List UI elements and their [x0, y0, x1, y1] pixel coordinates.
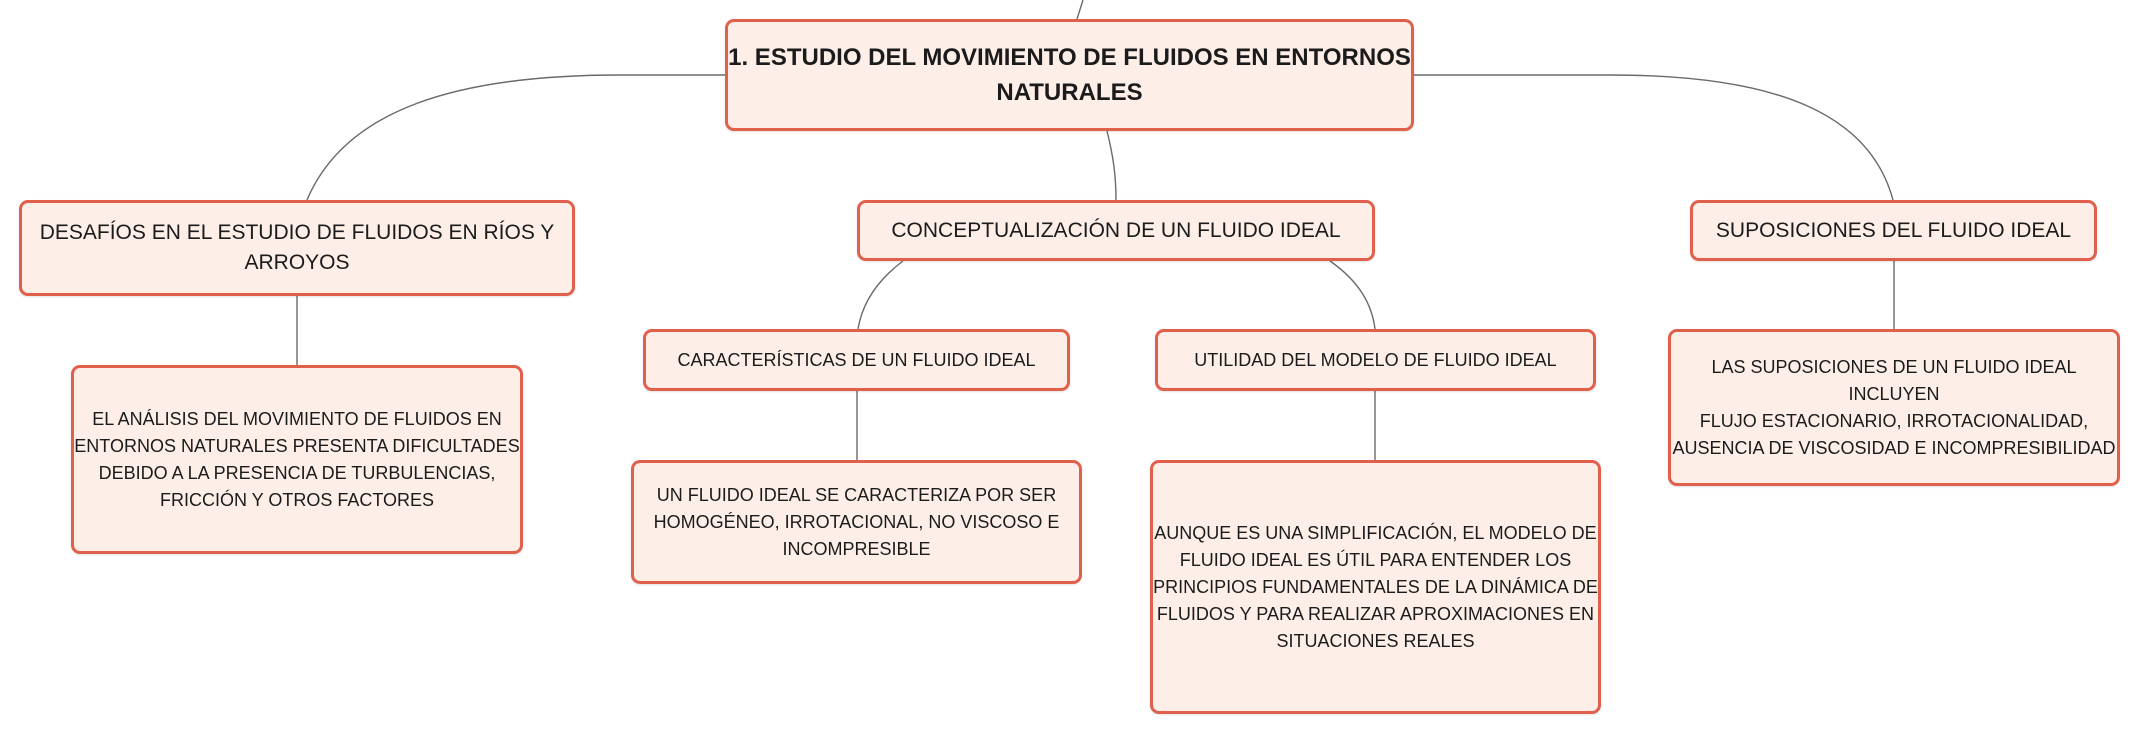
detail-suposiciones[interactable] [1668, 329, 2120, 486]
topic-conceptualizacion-label: CONCEPTUALIZACIÓN DE UN FLUIDO IDEAL [891, 218, 1341, 242]
connector-root-to-desafios [307, 75, 725, 200]
connector-root-to-suposiciones [1414, 75, 1893, 200]
detail-utilidad-text: AUNQUE ES UNA SIMPLIFICACIÓN, EL MODELO DE FLUIDO IDEAL ES ÚTIL PARA ENTENDER LOS PRINCIPIOS FUNDAMENTALES DE LA DINÁMICA DE FLUIDOS Y PARA REALIZAR APROXIMACIONES EN SITUACIONES REALES [1153, 522, 1598, 651]
subtopic-utilidad[interactable] [1155, 329, 1596, 391]
detail-suposiciones-text: LAS SUPOSICIONES DE UN FLUIDO IDEAL INCLUYEN FLUJO ESTACIONARIO, IRROTACIONALIDAD, AUSENCIA DE VISCOSIDAD E INCOMPRESIBILIDAD [1672, 356, 2116, 458]
detail-caracteristicas[interactable] [631, 460, 1082, 584]
topic-suposiciones-label: SUPOSICIONES DEL FLUIDO IDEAL [1715, 218, 2072, 242]
connector-parent-to-root [1077, 0, 1083, 19]
connector-root-to-conceptualizacion [1107, 131, 1116, 200]
detail-utilidad[interactable] [1150, 460, 1601, 714]
root-topic-label: 1. ESTUDIO DEL MOVIMIENTO DE FLUIDOS EN ENTORNOS NATURALES [728, 44, 1411, 106]
topic-suposiciones[interactable] [1690, 200, 2097, 261]
subtopic-caracteristicas-label: CARACTERÍSTICAS DE UN FLUIDO IDEAL [677, 349, 1036, 370]
connector-conceptualizacion-to-caracteristicas [858, 261, 903, 329]
topic-desafios-label: DESAFÍOS EN EL ESTUDIO DE FLUIDOS EN RÍOS Y ARROYOS [39, 221, 555, 274]
topic-desafios[interactable] [19, 200, 575, 296]
connector-conceptualizacion-to-utilidad [1330, 261, 1375, 329]
topic-conceptualizacion[interactable] [857, 200, 1375, 261]
detail-caracteristicas-text: UN FLUIDO IDEAL SE CARACTERIZA POR SER HOMOGÉNEO, IRROTACIONAL, NO VISCOSO E INCOMPRESIBLE [653, 484, 1060, 559]
detail-desafios[interactable] [71, 365, 523, 554]
subtopic-caracteristicas[interactable] [643, 329, 1070, 391]
subtopic-utilidad-label: UTILIDAD DEL MODELO DE FLUIDO IDEAL [1194, 349, 1557, 370]
root-topic[interactable] [725, 19, 1414, 131]
detail-desafios-text: EL ANÁLISIS DEL MOVIMIENTO DE FLUIDOS EN ENTORNOS NATURALES PRESENTA DIFICULTADES DEBIDO A LA PRESENCIA DE TURBULENCIAS, FRICCIÓN Y OTROS FACTORES [74, 408, 520, 510]
